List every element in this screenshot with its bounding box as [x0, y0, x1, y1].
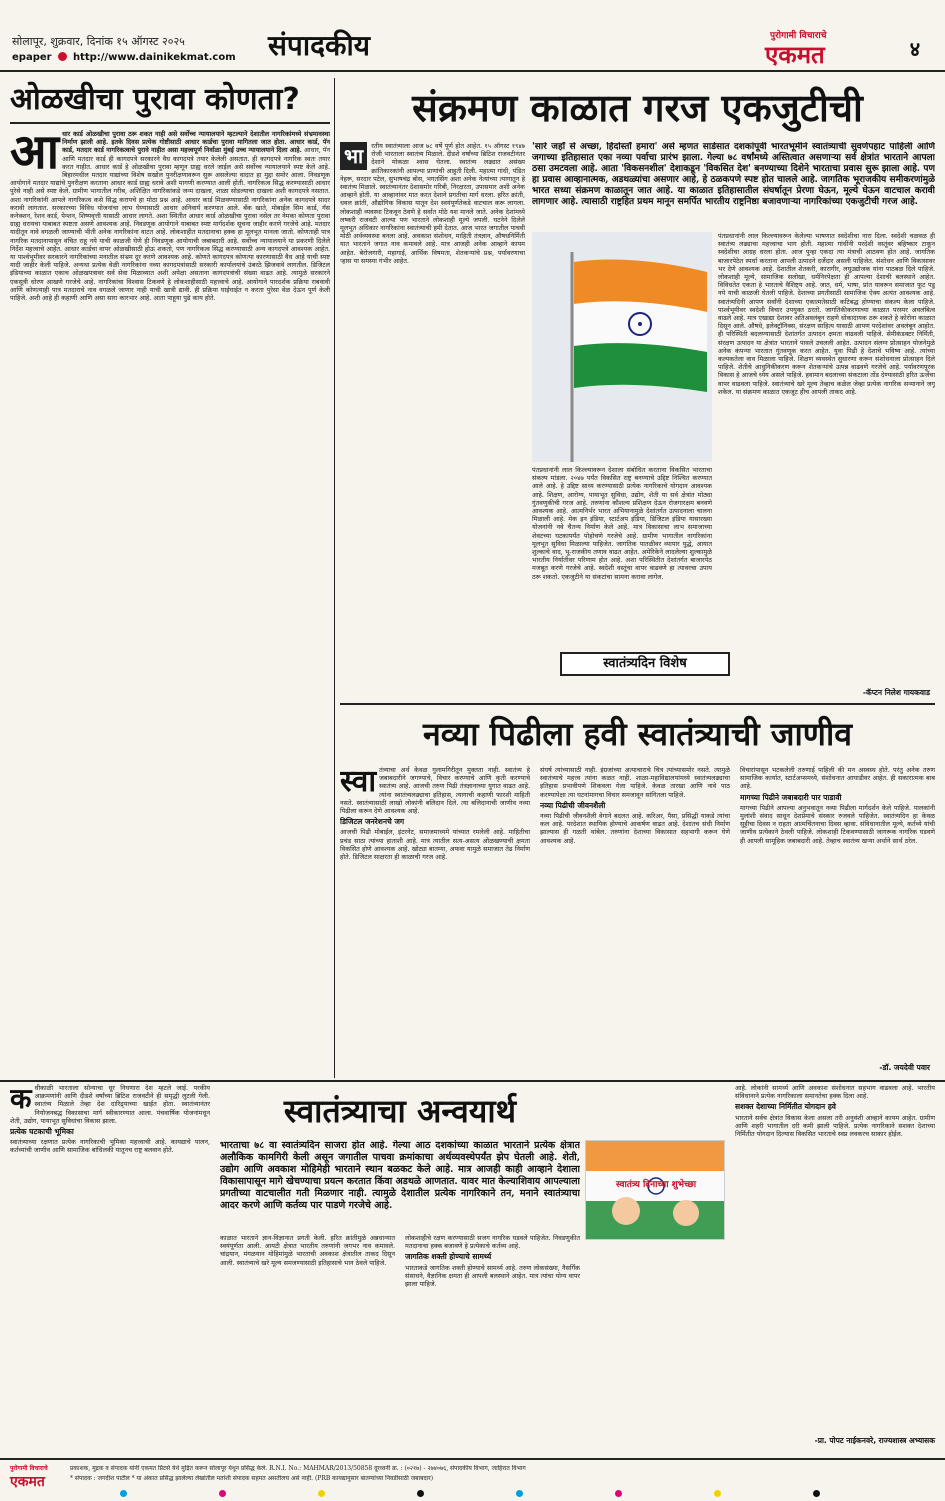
column-divider [334, 78, 335, 1078]
article-left-opening: धार कार्ड ओळखीचा पुरावा ठरू शकत नाही असे सर्वोच्च न्यायालयाने म्हटल्याने देशातील नागरिकांमध्ये संभ्रमावस्था निर्माण झाली आहे. इतके दिवस प्रत्येक गोष्टीसाठी आधार कार्डचा पुरावा मागितला जात होता. आधार कार्ड, पॅन कार्ड, मतदार कार्ड नागरिकत्वाचे पुरावे नाहीत असा महत्त्वपूर्ण निर्वाळा मुंबई उच्च न्यायालयाने दिला आहे. [62, 130, 330, 155]
article-left-headline: ओळखीचा पुरावा कोणता? [10, 78, 330, 124]
article-main-author: -कॅप्टन निलेश गायकवाड [862, 688, 930, 697]
article-middle-col2b-text: नव्या पिढीची जीवनशैली वेगाने बदलत आहे. करिअर, पैसा, प्रसिद्धी याकडे त्यांचा कल आहे. परदेशात स्थायिक होण्याचे आकर्षण वाढत आहे. देशातच संधी निर्माण झाल्यास ही गळती थांबेल. तरुणांना देशाच्या विकासात सहभागी करून घेणे आवश्यक आहे. [540, 812, 730, 845]
article-main-lead-text: 'सारे जहाँ से अच्छा, हिंदोस्ताँ हमारा' असे म्हणत साडेसात दशकांपूर्वी भारतभूमीने स्वातंत्र्याची सुवर्णपहाट पाहिली आणि जगाच्या इतिहासात एका नव्या पर्वाचा प्रारंभ झाला. गेल्या ७८ वर्षांमध्ये अस्तित्वात असणाऱ्या सर्व क्षेत्रांत भारताने आपला ठसा उमटवला आहे. आता 'विकसनशील' देशाकडून 'विकसित देश' बनण्याच्या दिशेने भारताचा प्रवास सुरू झाला आहे. पण हा प्रवास आव्हानात्मक, अडथळ्यांचा असणार आहे, हे ठळकपणे स्पष्ट होत चालले आहे. जागतिक भूराजकीय समीकरणांमुळे भारत सध्या संक्रमण काळातून जात आहे. या काळात इतिहासातील संघर्षातून प्रेरणा घेऊन, मूल्ये घेऊन वाटचाल करावी लागणार आहे. त्यासाठी राष्ट्रहित प्रथम मानून समर्पित भारतीय राष्ट्रनिष्ठा बजावणाऱ्या नागरिकांच्या एकजुटीची गरज आहे. [532, 142, 935, 207]
brand-logo: एकमत [765, 41, 825, 69]
article-left-dropcap: आ [10, 130, 60, 180]
article-middle-author: -डॉ. जयदेवी पवार [879, 1063, 930, 1072]
article-middle-sub2: नव्या पिढीची जीवनशैली [540, 800, 606, 810]
article-left-closing: आता पाहूया पुढे काय होते. [153, 294, 216, 303]
article-bottom-col2-text: काळात भारताने ज्ञान-विज्ञानात प्रगती केली. हरित क्रांतीमुळे अन्नधान्यात स्वयंपूर्णता आली. आयटी क्षेत्रात भारतीय तरुणांनी जगभर नाव कमावले. चांद्रयान, मंगळयान मोहिमांमुळे भारताची अवकाश क्षेत्रातील ताकद दिसून आली. स्वातंत्र्याचे खरे मूल्य समजण्यासाठी इतिहासाचे भान ठेवले पाहिजे. [220, 1234, 395, 1267]
article-middle-col1 [340, 766, 530, 1078]
article-left [10, 78, 330, 1080]
footer-imprint-2: * संपादक : जगदीश पाटील * या अंकात प्रसिद्ध झालेल्या लेखांतील मतांशी संपादक सहमत असतीलच असे नाही. (PRB कायद्यानुसार बातम्यांच्या निवडीसाठी जबाबदार) [70, 1475, 434, 1482]
article-bottom [10, 1084, 935, 1454]
article-main-col4 [560, 638, 561, 639]
article-middle-headline: नव्या पिढीला हवी स्वातंत्र्याची जाणीव [422, 715, 853, 753]
article-bottom-col3b-text: भारताकडे जागतिक शक्ती होण्याचे सामर्थ्य आहे. तरुण लोकसंख्या, नैसर्गिक संसाधने, वैज्ञानिक क्षमता ही आपली बलस्थाने आहेत. मात्र त्यांचा योग्य वापर झाला पाहिजे. [405, 1263, 580, 1289]
article-main-headline: संक्रमण काळात गरज एकजुटीची [412, 86, 863, 130]
article-bottom-sub1: प्रत्येक घटकाची भूमिका [10, 1127, 74, 1137]
article-middle-col1b-text: आजची पिढी मोबाईल, इंटरनेट, समाजमाध्यमे यांच्यात रमलेली आहे. माहितीचा प्रचंड साठा त्यांच्या हाताशी आहे. मात्र त्यातील सत्य-असत्य ओळखण्याची क्षमता विकसित होणे आवश्यक आहे. खोट्या बातम्या, अफवा यामुळे समाजात तेढ निर्माण होते. डिजिटल साक्षरता ही काळाची गरज आहे. [340, 828, 530, 862]
registration-dot [714, 1490, 721, 1497]
globe-icon [58, 52, 67, 61]
article-main-dropcap: भा [340, 142, 367, 170]
registration-dot [417, 1490, 424, 1497]
bottom-section-rule [0, 1080, 945, 1082]
article-bottom-sub4: सशक्त देशाच्या निर्मितीत योगदान हवे [735, 1102, 836, 1112]
article-bottom-col4-text: आहे. लोकांनी सामर्थ्य आणि अवकाश संशोधनात सहभाग वाढवला आहे. भारतीय संविधानाने प्रत्येक नागरिकाला समानतेचा हक्क दिला आहे. [735, 1084, 935, 1101]
section-rule [340, 703, 935, 705]
dateline: सोलापूर, शुक्रवार, दिनांक १५ ऑगस्ट २०२५ [12, 35, 185, 48]
footer-brand-tag: पुरोगामी विचाराचे [10, 1465, 48, 1472]
article-left-text: आधार, पॅन आणि मतदार कार्ड ही कागदपत्रे सरकारने वैध कागदपत्रे तयार केलेली असतात. ही कागदपत्रे नागरिक स्वतः तयार करत नाहीत. आधार कार्ड हे ओळखीचा पुरावा म्हणून ग्राह्य धरले जाईल असे सर्वोच्च न्यायालयाने स्पष्ट केले आहे. बिहारमधील मतदार याद्यांच्या विशेष सखोल पुनरीक्षणावरून सुरू असलेल्या वादात हा मुद्दा समोर आला. निवडणूक आयोगाने मतदार याद्यांचे पुनरीक्षण करताना आधार कार्ड ग्राह्य धरावे अशी मागणी करण्यात आली होती. नागरिकत्व सिद्ध करण्यासाठी आधार पुरेसे नाही असे स्पष्ट केले. ग्रामीण भागातील गरीब, अशिक्षित नागरिकांकडे जन्म दाखला, शाळा सोडल्याचा दाखला अशी कागदपत्रे नसतात. अशा नागरिकांनी आपले नागरिकत्व कसे सिद्ध करायचे हा मोठा प्रश्न आहे. आधार कार्ड मिळवण्यासाठी नागरिकांना अनेक कागदपत्रे सादर करावी लागतात. सरकारच्या विविध योजनांचा लाभ घेण्यासाठी आधार अनिवार्य करण्यात आले. बँक खाते, मोबाईल सिम कार्ड, गॅस कनेक्शन, रेशन कार्ड, पेन्शन, शिष्यवृत्ती यासाठी आधार लागते. अशा स्थितीत आधार कार्ड ओळखीचा पुरावा नसेल तर नेमका कोणता पुरावा ग्राह्य धरायचा याबाबत स्पष्टता असणे आवश्यक आहे. निवडणूक आयोगाने याबाबत स्पष्ट मार्गदर्शक सूचना जाहीर करणे गरजेचे आहे. मतदार यादीतून नावे वगळली जाण्याची भीती अनेक नागरिकांना वाटत आहे. लोकशाहीत मतदानाचा हक्क हा मूलभूत मानला जातो. कोणताही पात्र नागरिक मतदानापासून वंचित राहू नये याची काळजी घेणे ही निवडणूक आयोगाची जबाबदारी आहे. सर्वोच्च न्यायालयाने या प्रकरणी दिलेले निर्देश महत्त्वाचे आहेत. आधार कार्डचा वापर ओळखीसाठी होऊ शकतो, पण नागरिकत्व सिद्ध करण्यासाठी अन्य कागदपत्रे आवश्यक आहेत. या पार्श्वभूमीवर सरकारने नागरिकांच्या मनातील संभ्रम दूर करणे आवश्यक आहे. कोणते कागदपत्र कोणत्या कारणासाठी वैध आहे याची स्पष्ट यादी जाहीर केली पाहिजे. अन्यथा प्रत्येक वेळी नागरिकांना नव्या कागदपत्रांसाठी सरकारी कार्यालयांचे उंबरठे झिजवावे लागतील. डिजिटल इंडियाच्या काळात एकाच ओळखपत्रावर सर्व सेवा मिळाव्यात अशी अपेक्षा असताना कागदपत्रांची संख्या वाढत आहे. त्यामुळे सरकारने एकसूत्री धोरण आखणे गरजेचे आहे. नागरिकांचा विश्वास टिकवणे हे लोकशाहीसाठी महत्त्वाचे आहे. आयोगाने पारदर्शक प्रक्रिया राबवावी आणि कोणत्याही पात्र मतदाराचे नाव वगळले जाणार नाही याची खात्री द्यावी. ही प्रक्रिया घाईघाईत न करता पुरेसा वेळ देऊन पूर्ण केली पाहिजे. अशी आहे ही कहाणी आणि असा सारा कारभार आहे. [10, 146, 330, 303]
article-middle-sub3: मागच्या पिढीने जबाबदारी पार पाडावी [740, 792, 842, 802]
article-middle-col1-text: तंत्र्याचा अर्थ केवळ गुलामगिरीतून मुक्तता नाही. स्वातंत्र्य हे जबाबदारीने जगण्याचे, विचार करण्याचे आणि कृती करण्याचे स्वातंत्र्य आहे. आजची तरुण पिढी तंत्रज्ञानाच्या युगात वाढत आहे. त्यांना स्वातंत्र्यलढ्याचा इतिहास, त्यागाची कहाणी फारशी माहिती नसते. स्वातंत्र्यासाठी लाखो लोकांनी बलिदान दिले. त्या बलिदानाची जाणीव नव्या पिढीला करून देणे आवश्यक आहे. [340, 766, 530, 816]
article-bottom-col3-text: लोकशाहीचे रक्षण करण्यासाठी सजग नागरिक घडवले पाहिजेत. निवडणुकीत मतदानाचा हक्क बजावणे हे प्रत्येकाचे कर्तव्य आहे. [405, 1234, 580, 1251]
article-main-col5-text: पार्श्वभूमीवर स्वदेशी विचार उपयुक्त ठरतो. जागतिकीकरणाच्या काळात परस्पर अवलंबित्व वाढले आहे. मात्र एखाद्या देशावर अतिअवलंबून राहणे धोकादायक ठरू शकते हे कोरोना काळात दिसून आले. औषधे, इलेक्ट्रॉनिक्स, संरक्षण साहित्य यासाठी आपण परदेशांवर अवलंबून आहोत. ही परिस्थिती बदलण्यासाठी देशांतर्गत उत्पादन क्षमता वाढवली पाहिजे. सेमीकंडक्टर निर्मिती, संरक्षण उत्पादन या क्षेत्रांत भारताने पावले उचलली आहेत. उत्पादन संलग्न प्रोत्साहन योजनेमुळे अनेक कंपन्या भारतात गुंतवणूक करत आहेत. युवा पिढी हे देशाचे भविष्य आहे. त्यांच्या कल्पकतेला वाव मिळाला पाहिजे. शिक्षण व्यवस्थेत सुधारणा करून संशोधनाला प्रोत्साहन दिले पाहिजे. शेतीचे आधुनिकीकरण करून शेतकऱ्यांचे उत्पन्न वाढवणे गरजेचे आहे. पर्यावरणपूरक विकास हे आजचे ध्येय असले पाहिजे. हवामान बदलाच्या संकटाला तोंड देण्यासाठी हरित ऊर्जेचा वापर वाढवला पाहिजे. स्वातंत्र्याचे खरे मूल्य तेव्हाच कळेल जेव्हा प्रत्येक नागरिक सन्मानाने जगू शकेल. या संक्रमण काळात एकजूट हीच आपली ताकद आहे. [718, 305, 935, 396]
article-main-col4-text: पंतप्रधानांनी लाल किल्ल्यावरून केलेल्या भाषणात स्वदेशीचा नारा दिला. स्वदेशी चळवळ ही स्वातंत्र्य लढ्याचा महत्त्वाचा भाग होती. महात्मा गांधींनी परदेशी वस्तूंवर बहिष्कार टाकून स्वदेशीचा आग्रह धरला होता. आज पुन्हा एकदा त्या मंत्राची आठवण होत आहे. जागतिक बाजारपेठेत स्पर्धा करताना आपली उत्पादने दर्जेदार असली पाहिजेत. संशोधन आणि विकासावर भर देणे आवश्यक आहे. देशातील शेतकरी, कारागीर, लघुउद्योजक यांना पाठबळ दिले पाहिजे. लोकशाही मूल्ये, सामाजिक सलोखा, धर्मनिरपेक्षता ही आपल्या देशाची बलस्थाने आहेत. विविधतेत एकता हे भारताचे वैशिष्ट्य आहे. जात, धर्म, भाषा, प्रांत यावरून समाजात फूट पडू नये याची काळजी घेतली पाहिजे. देशाच्या प्रगतीसाठी सामाजिक ऐक्य अत्यंत आवश्यक आहे. स्वातंत्र्यदिनी आपण सर्वांनी देशाच्या एकात्मतेसाठी कटिबद्ध होण्याचा संकल्प केला पाहिजे. [718, 232, 935, 306]
brand-tagline: पुरोगामी विचाराचे [770, 31, 827, 41]
special-label-box [560, 652, 730, 676]
article-middle-sub1: डिजिटल जनरेशनचे जग [340, 817, 405, 827]
article-middle-col3b-text: मागच्या पिढीने आपल्या अनुभवातून नव्या पिढीला मार्गदर्शन केले पाहिजे. पालकांनी मुलांशी संवाद साधून देशप्रेमाचे संस्कार रुजवले पाहिजेत. स्वातंत्र्यदिन हा केवळ सुट्टीचा दिवस न राहता आत्मचिंतनाचा दिवस व्हावा. संविधानातील मूल्ये, कर्तव्ये यांची जाणीव प्रत्येकाने ठेवली पाहिजे. लोकशाही टिकवण्यासाठी जागरूक नागरिक घडवणे ही आपली सामूहिक जबाबदारी आहे. तेव्हाच स्वातंत्र्य खऱ्या अर्थाने सार्थ ठरेल. [740, 803, 935, 845]
flag-illustration [532, 232, 712, 462]
registration-dot [615, 1490, 622, 1497]
article-bottom-col2 [220, 1234, 395, 1449]
greeting-image [585, 1140, 725, 1240]
article-main-col3-text: पंतप्रधानांनी लाल किल्ल्यावरून देशाला संबोधित करताना विकसित भारताचा संकल्प मांडला. २०४७ पर्यंत विकसित राष्ट्र बनण्याचे उद्दिष्ट निश्चित करण्यात आले आहे. हे उद्दिष्ट साध्य करण्यासाठी प्रत्येक नागरिकाचे योगदान आवश्यक आहे. शिक्षण, आरोग्य, पायाभूत सुविधा, उद्योग, शेती या सर्व क्षेत्रांत मोठ्या गुंतवणुकीची गरज आहे. तरुणांना कौशल्य प्रशिक्षण देऊन रोजगारक्षम बनवणे आवश्यक आहे. आत्मनिर्भर भारत अभियानामुळे देशांतर्गत उत्पादनाला चालना मिळाली आहे. मेक इन इंडिया, स्टार्टअप इंडिया, डिजिटल इंडिया यासारख्या योजनांनी नवे चैतन्य निर्माण केले आहे. मात्र विकासाचा लाभ समाजाच्या शेवटच्या घटकापर्यंत पोहोचणे गरजेचे आहे. ग्रामीण भागातील नागरिकांना मूलभूत सुविधा मिळाल्या पाहिजेत. जागतिक पातळीवर व्यापार युद्धे, आयात शुल्काचे वाद, भू-राजकीय तणाव वाढत आहेत. अमेरिकेने लादलेल्या शुल्कामुळे भारतीय निर्यातीवर परिणाम होत आहे. अशा परिस्थितीत देशांतर्गत बाजारपेठ मजबूत करणे गरजेचे आहे. स्वदेशी वस्तूंचा वापर वाढवणे हा त्यावरचा उपाय ठरू शकतो. एकजुटीने या संकटांचा सामना करावा लागेल. [532, 466, 712, 581]
article-middle [340, 708, 935, 1078]
article-bottom-dropcap: क [10, 1084, 32, 1115]
article-bottom-col1 [10, 1084, 210, 1449]
footer [0, 1462, 945, 1501]
masthead [0, 0, 945, 78]
registration-dot [219, 1490, 226, 1497]
print-registration-marks [120, 1490, 820, 1500]
article-middle-col2 [540, 766, 730, 1078]
article-bottom-col3 [405, 1234, 580, 1449]
article-bottom-col4b-text: भारताने सर्वच क्षेत्रांत विकास केला असला तरी अनुवंशी आव्हाने कायम आहेत. ग्रामीण आणि शहरी भागातील दरी कमी झाली पाहिजे. प्रत्येक नागरिकाने सशक्त देशाच्या निर्मितीत योगदान दिल्यास विकसित भारताचे स्वप्न लवकरच साकार होईल. [735, 1113, 935, 1139]
special-label: स्वातंत्र्यदिन विशेष [603, 656, 687, 671]
masthead-rule [0, 70, 945, 72]
article-main [340, 78, 935, 678]
footer-rule [0, 1458, 945, 1460]
article-bottom-lead-text: भारताचा ७८ वा स्वातंत्र्यदिन साजरा होत आहे. गेल्या आठ दशकांच्या काळात भारताने प्रत्येक क्षेत्रात अलौकिक कामगिरी केली असून जगातील पाचवा क्रमांकाचा अर्थव्यवस्थेपर्यंत झेप घेतली आहे. शेती, उद्योग आणि अवकाश मोहिमेही भारताने स्थान बळकट केले आहे. मात्र आजही काही आव्हाने देशाला विकासापासून मागे खेचण्याचा प्रयत्न करतात किंवा अडथळे आणतात. यावर मात केल्याशिवाय आपल्याला प्रगतीच्या वाटचालीत गती मिळणार नाही. त्यामुळे देशातील प्रत्येक नागरिकाने तन, मनाने स्वातंत्र्याचा आदर करणे आणि कर्तव्य पार पाडणे गरजेचे आहे. [220, 1140, 580, 1211]
article-bottom-col1b-text: स्वातंत्र्याच्या रक्षणात प्रत्येक नागरिकाची भूमिका महत्त्वाची आहे. कायद्याचे पालन, कर्तव्यांची जाणीव आणि सामाजिक बांधिलकी यातूनच राष्ट्र बलवान होते. [10, 1138, 210, 1155]
epaper-line [12, 52, 236, 63]
footer-imprint: प्रकाशक, मुद्रक व संपादक यांनी एकमत प्रिंटर्स येथे मुद्रित करून सोलापूर येथून प्रसिद्ध केले. R.N.I. No.: MAHMAR/2013/50858 दूरध्वनी क्र. : (०२१७) - २७४०७६, संपादकीय विभाग, जाहिरात विभाग [70, 1465, 526, 1472]
article-main-col3 [532, 466, 712, 678]
article-bottom-sub3: जागतिक शक्ती होण्याचे सामर्थ्य [405, 1252, 492, 1262]
article-bottom-col4 [735, 1084, 935, 1429]
article-bottom-headline: स्वातंत्र्याचा अन्वयार्थ [283, 1092, 517, 1130]
greeting-illustration [586, 1141, 725, 1240]
page-number: ४ [909, 37, 921, 61]
indian-flag-image [532, 232, 712, 462]
article-main-lead-col1 [340, 142, 525, 678]
article-left-body [10, 130, 330, 1078]
section-title: संपादकीय [268, 29, 370, 62]
article-middle-col2-text: संघर्ष त्यांच्यासाठी नाही. इंग्रजांच्या अत्याचाराचे चित्र त्यांच्यासमोर नसते. त्यामुळे स्वातंत्र्याचे महत्त्व त्यांना कळत नाही. शाळा-महाविद्यालयांमध्ये स्वातंत्र्यलढ्याचा इतिहास प्रभावीपणे शिकवला गेला पाहिजे. केवळ तारखा आणि नावे पाठ करण्यापेक्षा त्या घटनांमागचा विचार समजावून सांगितला पाहिजे. [540, 766, 730, 799]
article-main-col5 [718, 232, 935, 756]
greeting-caption: स्वातंत्र्य दिनाच्या शुभेच्छा [615, 1180, 697, 1190]
registration-dot [813, 1490, 820, 1497]
footer-brand: एकमत [10, 1474, 45, 1490]
article-bottom-col1-text: धीकाळी भारताला सोन्याचा धूर निघणारा देश म्हटले जाई. परकीय आक्रमणांनी आणि दीडशे वर्षांच्या ब्रिटिश राजवटीने ही समृद्धी लुटली गेली. स्वातंत्र्य मिळाले तेव्हा देश दारिद्र्याच्या खाईत होता. स्वातंत्र्यानंतर नियोजनबद्ध विकासाचा मार्ग स्वीकारण्यात आला. पंचवार्षिक योजनांमधून शेती, उद्योग, पायाभूत सुविधांचा विकास झाला. [10, 1084, 210, 1125]
epaper-url-link[interactable]: http://www.dainikekmat.com [72, 52, 236, 63]
article-middle-dropcap: स्वा [340, 766, 377, 799]
article-main-lead-col2 [532, 142, 935, 228]
registration-dot [318, 1490, 325, 1497]
article-middle-col3-text: विचारांपासून भटकलेली तरुणाई पाहिली की मन अस्वस्थ होते. परंतु अनेक तरुण सामाजिक कार्यात, स्टार्टअप्समध्ये, संशोधनात आघाडीवर आहेत. ही सकारात्मक बाब आहे. [740, 766, 935, 791]
registration-dot [516, 1490, 523, 1497]
epaper-label: epaper [12, 52, 52, 63]
article-bottom-author: -प्रा. पोपट नाईकनवरे, राज्यशास्त्र अभ्यासक [814, 1436, 935, 1445]
article-main-col1-text: रतीय स्वातंत्र्याला आज ७८ वर्षे पूर्ण होत आहेत. १५ ऑगस्ट १९४७ रोजी भारताला स्वातंत्र्य मिळाले. दीडशे वर्षांच्या ब्रिटिश राजवटीनंतर देशाने मोकळा श्वास घेतला. स्वातंत्र्य लढ्यात असंख्य क्रांतिकारकांनी आपल्या प्राणांची आहुती दिली. महात्मा गांधी, पंडित नेहरू, सरदार पटेल, सुभाषचंद्र बोस, भगतसिंग अशा अनेक नेत्यांच्या त्यागातून हे स्वातंत्र्य मिळाले. स्वातंत्र्यानंतर देशासमोर गरिबी, निरक्षरता, उपासमार अशी अनेक आव्हाने होती. या आव्हानांवर मात करत देशाने प्रगतीचा मार्ग धरला. हरित क्रांती, धवल क्रांती, औद्योगिक विकास यातून देश स्वयंपूर्णतेकडे वाटचाल करू लागला. लोकशाही व्यवस्था टिकवून ठेवणे हे सर्वात मोठे यश मानले जाते. अनेक देशांमध्ये लष्करी राजवटी आल्या पण भारताने लोकशाही मूल्ये जपली. घटनेने दिलेले मूलभूत अधिकार नागरिकांना स्वातंत्र्याची हमी देतात. आज भारत जगातील पाचवी मोठी अर्थव्यवस्था बनला आहे. अवकाश संशोधन, माहिती तंत्रज्ञान, औषधनिर्मिती यात भारताने जगात नाव कमावले आहे. मात्र आजही अनेक आव्हाने कायम आहेत. बेरोजगारी, महागाई, आर्थिक विषमता, शेतकऱ्यांचे प्रश्न, पर्यावरणाचा ऱ्हास या समस्या गंभीर आहेत. [340, 142, 525, 265]
article-middle-col3 [740, 766, 935, 1056]
registration-dot [120, 1490, 127, 1497]
article-bottom-lead [220, 1140, 580, 1228]
